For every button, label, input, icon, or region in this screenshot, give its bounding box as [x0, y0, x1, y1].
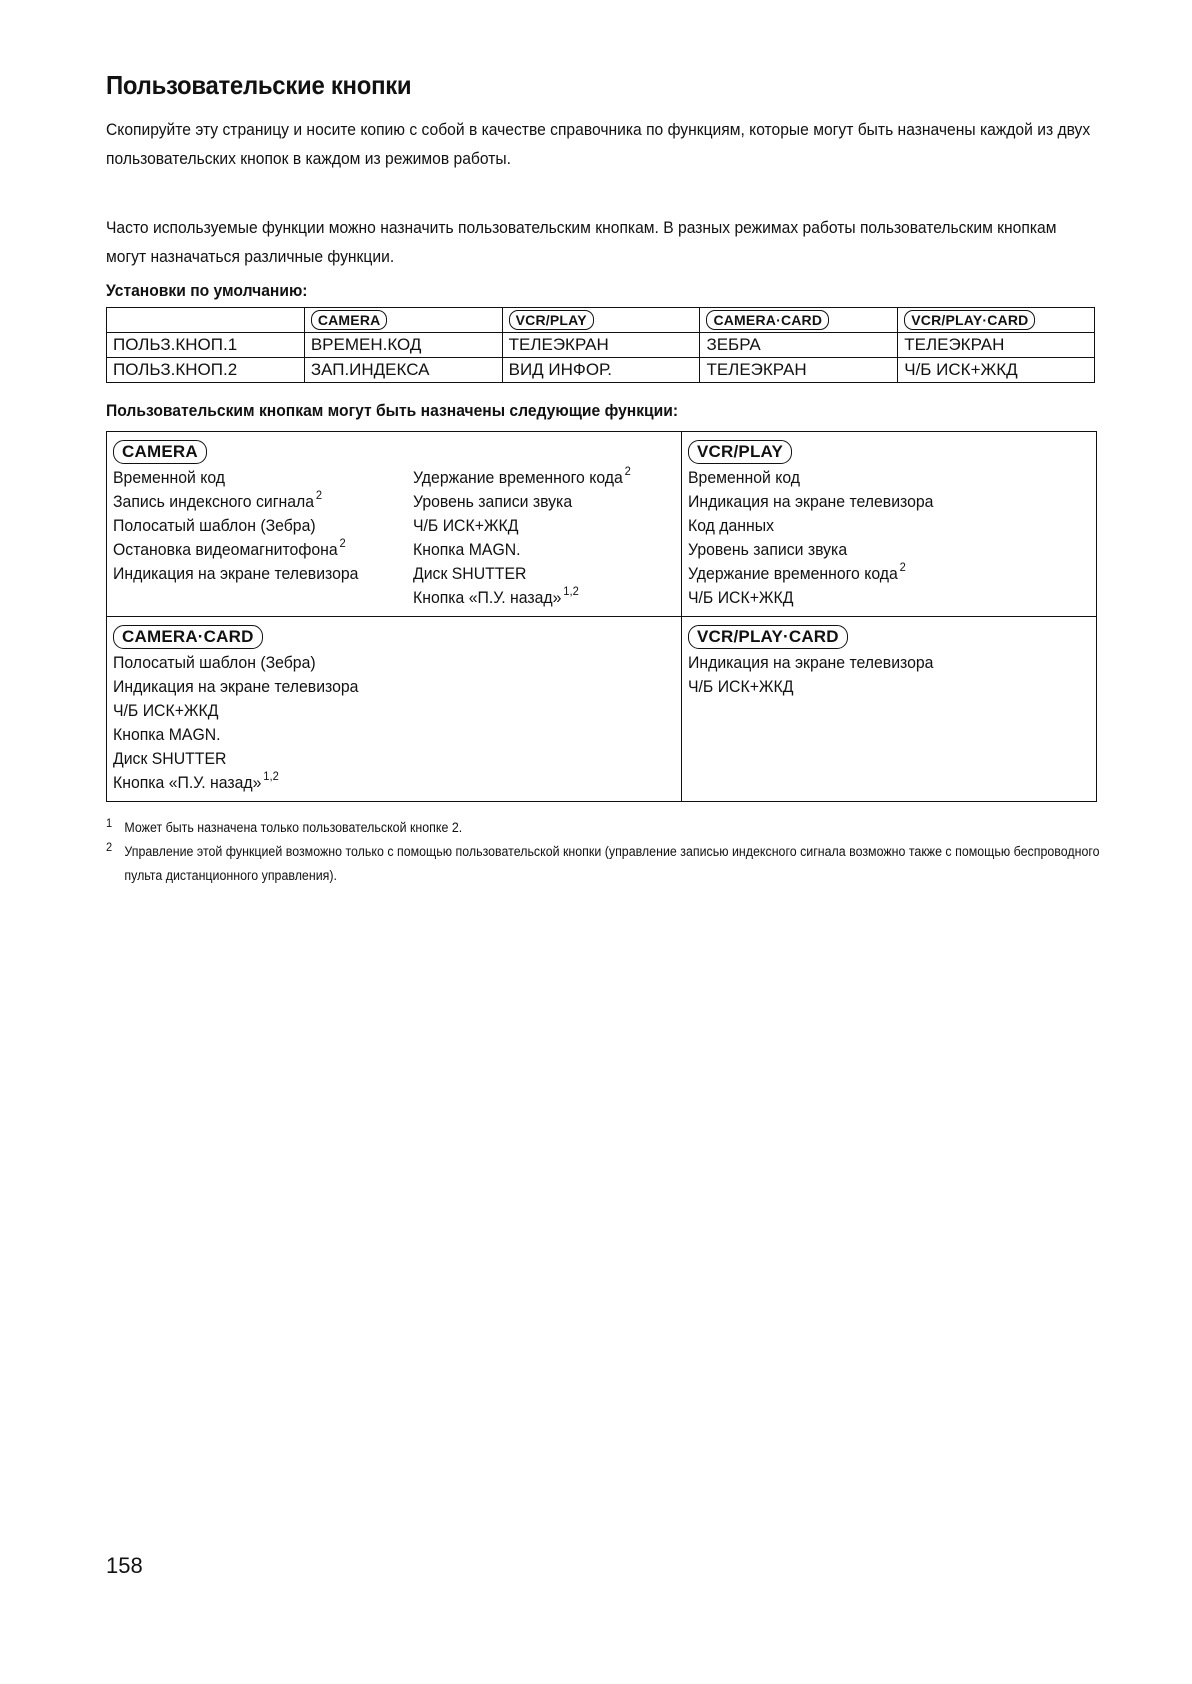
- defaults-table: [106, 307, 1095, 383]
- footnote: [106, 816, 1118, 840]
- defaults-header-mode: [502, 308, 700, 333]
- page-title: Пользовательские кнопки: [106, 70, 412, 100]
- mode-badge-camera-card: CAMERA·CARD: [113, 625, 263, 649]
- table-cell: ТЕЛЕЭКРАН: [502, 333, 700, 358]
- list-item: Ч/Б ИСК+ЖКД: [113, 701, 219, 720]
- functions-box: [106, 431, 1097, 802]
- list-item: Диск SHUTTER: [113, 749, 227, 768]
- assignable-heading: Пользовательским кнопкам могут быть назначены следующие функции:: [106, 401, 679, 420]
- camera-col-1: [113, 466, 413, 610]
- camera-functions: [107, 432, 682, 617]
- list-item: Кнопка «П.У. назад» $^{1,2}$: [413, 584, 579, 607]
- camera-col-2: [413, 466, 683, 610]
- list-item: Временной код: [688, 468, 801, 487]
- list-item: Удержание временного кода $^2$: [688, 560, 906, 583]
- list-item: Индикация на экране телевизора: [688, 653, 934, 672]
- list-item: Полосатый шаблон (Зебра): [113, 653, 316, 672]
- page-content: [106, 70, 1100, 888]
- list-item: Остановка видеомагнитофона $^2$: [113, 536, 346, 559]
- table-row: [107, 358, 1095, 383]
- row-label: ПОЛЬЗ.КНОП.1: [107, 333, 305, 358]
- list-item: Кнопка MAGN.: [413, 540, 521, 559]
- vcr-play-card-functions: [682, 617, 1096, 801]
- list-item: Кнопка «П.У. назад» $^{1,2}$: [113, 769, 279, 792]
- defaults-header-mode: [700, 308, 898, 333]
- intro-paragraph: Скопируйте эту страницу и носите копию с собой в качестве справочника по функциям, которые могут быть назначены каждой из двух пользовательских кнопок в каждом из режимов работы.: [106, 120, 1091, 168]
- list-item: Ч/Б ИСК+ЖКД: [688, 588, 794, 607]
- camera-card-functions: [107, 617, 682, 801]
- footnote-number: 1: [106, 816, 113, 830]
- footnote: [106, 840, 1118, 888]
- defaults-header-row: [107, 308, 1095, 333]
- list-item: Индикация на экране телевизора: [113, 564, 359, 583]
- mode-badge-camera-card: CAMERA·CARD: [706, 310, 829, 330]
- table-cell: Ч/Б ИСК+ЖКД: [898, 358, 1095, 383]
- list-item: Ч/Б ИСК+ЖКД: [413, 516, 519, 535]
- table-cell: ВИД ИНФОР.: [502, 358, 700, 383]
- mode-badge-vcr-play: VCR/PLAY: [509, 310, 594, 330]
- list-item: Временной код: [113, 468, 226, 487]
- defaults-heading: Установки по умолчанию:: [106, 281, 308, 300]
- table-cell: ВРЕМЕН.КОД: [304, 333, 502, 358]
- row-label: ПОЛЬЗ.КНОП.2: [107, 358, 305, 383]
- footnote-text: Управление этой функцией возможно только с помощью пользовательской кнопки (управление записью индексного сигнала возможно также с помощью беспроводного пульта дистанционного управления).: [124, 844, 1100, 883]
- footnotes: [106, 816, 1118, 888]
- mode-badge-vcr-play: VCR/PLAY: [688, 440, 792, 464]
- table-cell: ЗАП.ИНДЕКСА: [304, 358, 502, 383]
- list-item: Уровень записи звука: [688, 540, 848, 559]
- list-item: Удержание временного кода $^2$: [413, 464, 631, 487]
- page-number: 158: [106, 1553, 143, 1578]
- table-cell: ТЕЛЕЭКРАН: [700, 358, 898, 383]
- list-item: Код данных: [688, 516, 775, 535]
- mode-badge-camera: CAMERA: [311, 310, 388, 330]
- vcr-play-functions: [682, 432, 1096, 617]
- defaults-header-empty: [107, 308, 305, 333]
- list-item: Кнопка MAGN.: [113, 725, 221, 744]
- table-cell: ТЕЛЕЭКРАН: [898, 333, 1095, 358]
- list-item: Полосатый шаблон (Зебра): [113, 516, 316, 535]
- mode-badge-camera: CAMERA: [113, 440, 207, 464]
- table-row: [107, 333, 1095, 358]
- list-item: Индикация на экране телевизора: [113, 677, 359, 696]
- list-item: Диск SHUTTER: [413, 564, 527, 583]
- footnote-number: 2: [106, 840, 113, 854]
- list-item: Индикация на экране телевизора: [688, 492, 934, 511]
- list-item: Запись индексного сигнала $^2$: [113, 488, 323, 511]
- description-paragraph: Часто используемые функции можно назначить пользовательским кнопкам. В разных режимах работы пользовательским кнопкам могут назначаться различные функции.: [106, 218, 1057, 266]
- defaults-header-mode: [898, 308, 1095, 333]
- footnote-text: Может быть назначена только пользовательской кнопке 2.: [124, 820, 463, 835]
- table-cell: ЗЕБРА: [700, 333, 898, 358]
- mode-badge-vcr-play-card: VCR/PLAY·CARD: [688, 625, 848, 649]
- mode-badge-vcr-play-card: VCR/PLAY·CARD: [904, 310, 1035, 330]
- list-item: Уровень записи звука: [413, 492, 573, 511]
- list-item: Ч/Б ИСК+ЖКД: [688, 677, 794, 696]
- defaults-header-mode: [304, 308, 502, 333]
